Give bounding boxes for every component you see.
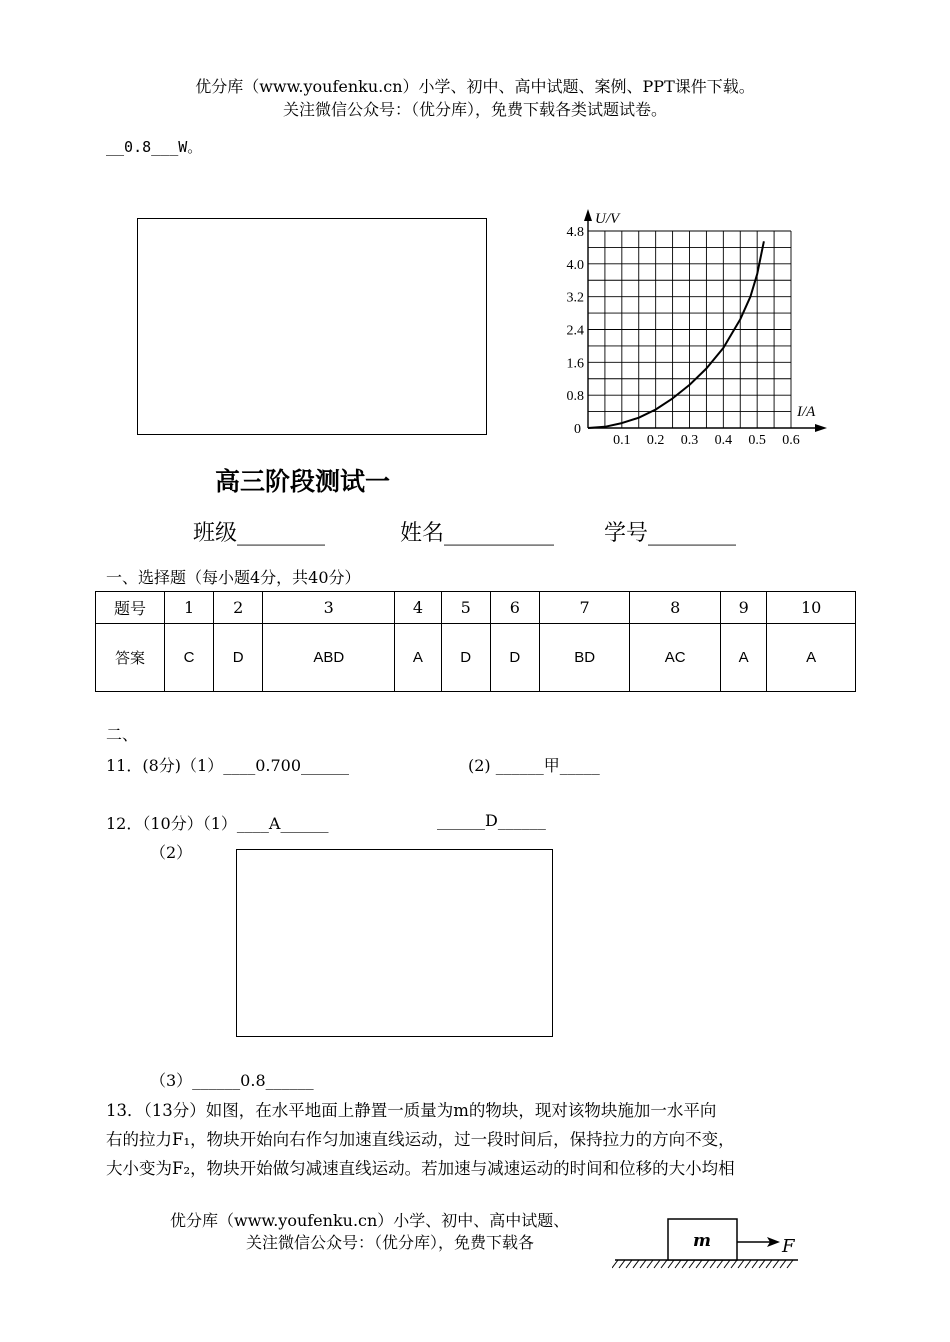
row-label-question: 题号 (96, 592, 165, 624)
hatch-line (640, 1260, 646, 1268)
top-answer: __0.8___W。 (106, 138, 203, 156)
hatch-line (612, 1260, 618, 1268)
block-label: m (693, 1231, 711, 1251)
hatch-line (696, 1260, 702, 1268)
y-axis-arrow (584, 209, 592, 221)
answer-cell: A (395, 624, 441, 692)
question-number-cell: 5 (441, 592, 490, 624)
hatch-line (724, 1260, 730, 1268)
question-number-cell: 6 (490, 592, 539, 624)
blank-answer-box (137, 218, 487, 435)
y-tick-label: 4.0 (566, 257, 584, 273)
question-number-cell: 7 (539, 592, 630, 624)
hatch-line (668, 1260, 674, 1268)
x-tick-label: 0.2 (646, 433, 665, 448)
row-label-answer: 答案 (96, 624, 165, 692)
section2-heading: 二、 (106, 725, 139, 744)
name-field[interactable]: 姓名__________ (400, 521, 555, 546)
question-number-cell: 1 (165, 592, 214, 624)
origin-label: 0 (574, 422, 581, 437)
hatch-line (661, 1260, 667, 1268)
hatch-line (759, 1260, 765, 1268)
question-number-cell: 10 (767, 592, 856, 624)
section1-heading: 一、选择题（每小题4分，共40分） (106, 568, 361, 587)
question-number-row (96, 592, 856, 624)
x-tick-label: 0.3 (680, 433, 699, 448)
q13-line-3: 大小变为F₂，物块开始做匀减速直线运动。若加速与减速运动的时间和位移的大小均相 (106, 1159, 735, 1178)
y-tick-label: 4.8 (566, 225, 584, 240)
question-number-cell: 8 (630, 592, 721, 624)
hatch-line (773, 1260, 779, 1268)
hatch-line (647, 1260, 653, 1268)
hatch-line (654, 1260, 660, 1268)
q12-blank-box (236, 849, 553, 1037)
question-number-cell: 4 (395, 592, 441, 624)
q13-line-1: 13．（13分）如图，在水平地面上静置一质量为m的物块，现对该物块施加一水平向 (106, 1101, 717, 1120)
hatch-line (745, 1260, 751, 1268)
x-tick-label: 0.1 (613, 433, 631, 448)
hatch-line (626, 1260, 632, 1268)
hatch-line (731, 1260, 737, 1268)
hatch-line (752, 1260, 758, 1268)
q11-answer-2: (2) ______甲_____ (468, 756, 600, 775)
q13-line-2: 右的拉力F₁，物块开始向右作匀加速直线运动，过一段时间后，保持拉力的方向不变， (106, 1130, 735, 1149)
header-line-1: 优分库（www.youfenku.cn）小学、初中、高中试题、案例、PPT课件下载。 (195, 77, 755, 96)
answer-cell: BD (539, 624, 630, 692)
question-number-cell: 2 (214, 592, 263, 624)
chart-curve-layer (588, 241, 764, 428)
answer-cell: D (214, 624, 263, 692)
hatch-line (780, 1260, 786, 1268)
answer-cell: AC (630, 624, 721, 692)
y-axis-label: U/V (595, 211, 620, 227)
question-number-cell: 9 (721, 592, 767, 624)
u-i-curve (588, 241, 764, 428)
q12-answer-1b: ______D______ (437, 811, 546, 830)
q12-answer-1: 12．（10分）（1）____A______ (106, 814, 329, 833)
answer-table (95, 591, 856, 692)
x-axis-label: I/A (797, 404, 816, 420)
hatch-line (689, 1260, 695, 1268)
hatch-line (710, 1260, 716, 1268)
question-number-cell: 3 (263, 592, 395, 624)
hatch-line (717, 1260, 723, 1268)
q12-part-2-label: （2） (150, 843, 193, 862)
hatch-line (619, 1260, 625, 1268)
hatch-line (675, 1260, 681, 1268)
footer-line-2: 关注微信公众号：（优分库），免费下载各 (246, 1233, 535, 1252)
y-tick-label: 2.4 (566, 323, 584, 339)
answer-cell: A (767, 624, 856, 692)
hatch-line (682, 1260, 688, 1268)
x-axis-arrow (815, 424, 827, 432)
class-field[interactable]: 班级________ (193, 521, 326, 546)
answer-row (96, 624, 856, 692)
answer-cell: C (165, 624, 214, 692)
u-i-chart (555, 200, 845, 455)
force-label: F (782, 1236, 795, 1257)
x-tick-label: 0.5 (748, 433, 766, 448)
y-tick-label: 3.2 (566, 290, 584, 306)
answer-cell: ABD (263, 624, 395, 692)
ground-hatching (612, 1260, 793, 1268)
header-line-2: 关注微信公众号：（优分库），免费下载各类试题试卷。 (282, 100, 667, 119)
x-tick-label: 0.6 (782, 433, 800, 448)
chart-axes (584, 209, 827, 432)
x-tick-label: 0.4 (714, 433, 733, 448)
hatch-line (766, 1260, 772, 1268)
hatch-line (633, 1260, 639, 1268)
y-tick-label: 0.8 (566, 389, 584, 405)
hatch-line (703, 1260, 709, 1268)
q11-answer-1: 11．(8分)（1）____0.700______ (106, 756, 350, 775)
hatch-line (738, 1260, 744, 1268)
answer-cell: A (721, 624, 767, 692)
y-tick-label: 1.6 (566, 356, 584, 372)
exam-title: 高三阶段测试一 (215, 467, 391, 496)
answer-cell: D (441, 624, 490, 692)
footer-line-1: 优分库（www.youfenku.cn）小学、初中、高中试题、 (170, 1211, 570, 1230)
student-number-field[interactable]: 学号________ (604, 521, 737, 546)
block-force-figure (612, 1212, 807, 1274)
answer-cell: D (490, 624, 539, 692)
hatch-line (787, 1260, 793, 1268)
q12-answer-3: （3）______0.8______ (150, 1071, 314, 1090)
